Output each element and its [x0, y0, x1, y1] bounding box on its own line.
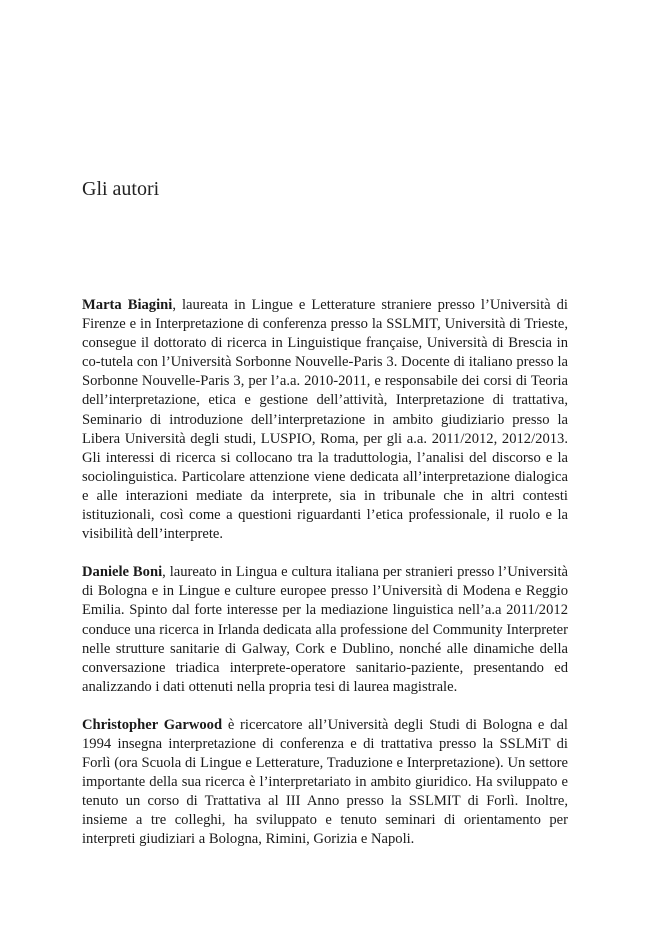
- bio-text: , laureata in Lingue e Letterature straniere presso l’Università di Firenze e in Interpretazione di conferenza presso la SSLMIT, Università di Trieste, consegue il dottorato di ricerca in Linguistique française, Università di Brescia in co-tutela con l’Università Sorbonne Nouvelle-Paris 3. Docente di italiano presso la Sorbonne Nouvelle-Paris 3, per l’a.a. 2010-2011, e responsabile dei corsi di Teoria dell’interpretazione, etica e gestione dell’attività, Interpretazione di trattativa, Seminario di introduzione dell’interpretazione in ambito giudiziario presso la Libera Università degli studi, LUSPIO, Roma, per gli a.a. 2011/2012, 2012/2013. Gli interessi di ricerca si collocano tra la traduttologia, l’analisi del discorso e la sociolinguistica. Particolare attenzione viene dedicata all’interpretazione dialogica e alle interazioni mediate da interprete, sia in tribunale che in altri contesti istituzionali, così come a questioni riguardanti l’etica professionale, il ruolo e la visibilità dell’interprete.: [82, 297, 568, 543]
- author-name: Marta Biagini: [82, 297, 173, 313]
- bio-daniele-boni: [82, 563, 568, 697]
- page-title: Gli autori: [82, 178, 160, 200]
- author-bios: [82, 296, 568, 850]
- bio-text: è ricercatore all’Università degli Studi di Bologna e dal 1994 insegna interpretazione di conferenza e di trattativa presso la SSLMiT di Forlì (ora Scuola di Lingue e Letterature, Traduzione e Interpretazione). Un settore importante della sua ricerca è l’interpretariato in ambito giuridico. Ha sviluppato e tenuto un corso di Trattativa al III Anno presso la SSLMIT di Forlì. Inoltre, insieme a tre colleghi, ha sviluppato e tenuto seminari di orientamento per interpreti giudiziari a Bologna, Rimini, Gorizia e Napoli.: [82, 716, 568, 848]
- bio-marta-biagini: [82, 296, 568, 544]
- author-name: Christopher Garwood: [82, 716, 223, 733]
- bio-christopher-garwood: [82, 716, 568, 850]
- author-name: Daniele Boni: [82, 564, 163, 581]
- bio-text: , laureato in Lingua e cultura italiana per stranieri presso l’Università di Bologna e in Lingue e culture europee presso l’Università di Modena e Reggio Emilia. Spinto dal forte interesse per la mediazione linguistica nell’a.a 2011/2012 conduce una ricerca in Irlanda dedicata alla professione del Community Interpreter nelle strutture sanitarie di Galway, Cork e Dublino, nonché alle dinamiche della conversazione triadica interprete-operatore sanitario-paziente, presentando ed analizzando i dati ottenuti nella propria tesi di laurea magistrale.: [82, 564, 568, 695]
